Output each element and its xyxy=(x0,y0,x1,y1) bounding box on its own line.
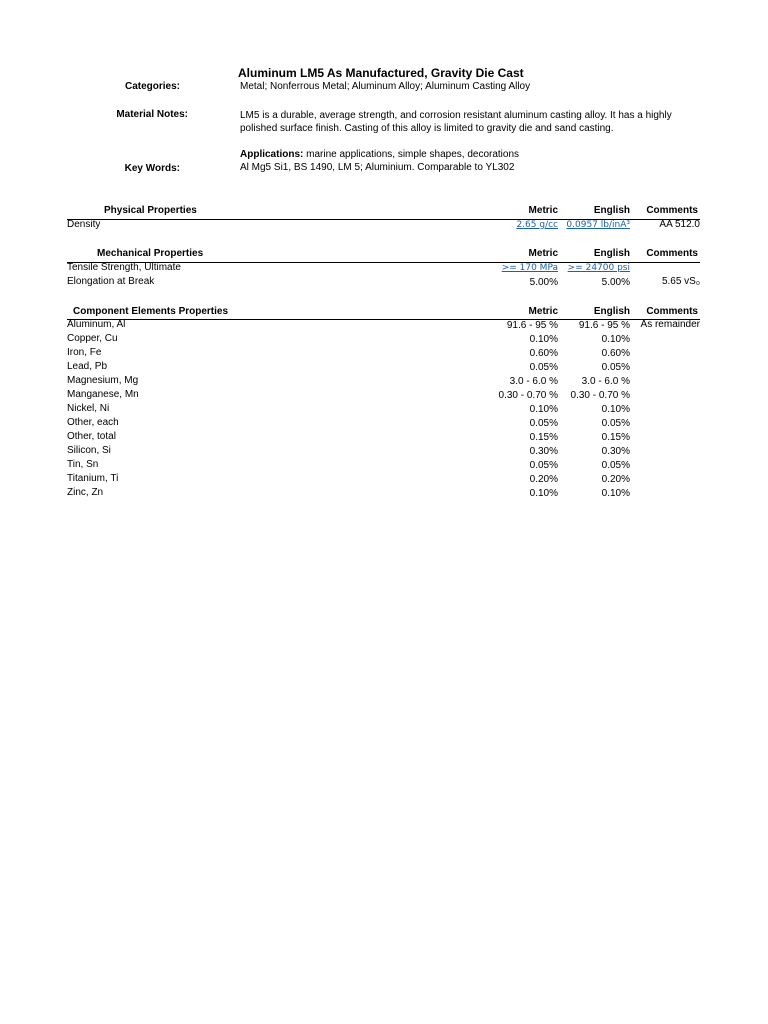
comments-col-header: Comments xyxy=(646,205,698,216)
property-name: Iron, Fe xyxy=(67,347,102,358)
material-notes-label: Material Notes: xyxy=(116,109,188,120)
elements-heading: Component Elements Properties xyxy=(73,306,229,317)
table-row xyxy=(67,375,700,389)
property-name: Silicon, Si xyxy=(67,445,111,456)
english-value: 0.10% xyxy=(601,334,630,345)
english-value: 0.05% xyxy=(601,460,630,471)
page-title: Aluminum LM5 As Manufactured, Gravity Die Cast xyxy=(238,66,524,80)
english-value: 0.15% xyxy=(601,432,630,443)
english-value: 0.60% xyxy=(601,348,630,359)
metric-value: 0.05% xyxy=(529,418,558,429)
property-name: Nickel, Ni xyxy=(67,403,110,414)
table-row xyxy=(67,403,700,417)
table-row xyxy=(67,319,700,333)
metric-value-link[interactable]: >= 170 MPa xyxy=(501,263,558,273)
metric-col-header: Metric xyxy=(528,248,558,259)
english-value: 5.00% xyxy=(601,277,630,288)
english-value: 0.30% xyxy=(601,446,630,457)
property-name: Manganese, Mn xyxy=(67,389,139,400)
property-name: Density xyxy=(67,219,101,230)
english-value: 0.30 - 0.70 % xyxy=(570,390,630,401)
metric-value: 0.10% xyxy=(529,404,558,415)
property-name: Aluminum, Al xyxy=(67,319,126,330)
table-row xyxy=(67,445,700,459)
metric-value-link[interactable]: 2.65 g/cc xyxy=(516,220,558,230)
property-name: Lead, Pb xyxy=(67,361,108,372)
table-row xyxy=(67,333,700,347)
key-words-value: Al Mg5 Si1, BS 1490, LM 5; Aluminium. Comparable to YL302 xyxy=(240,162,515,173)
english-col-header: English xyxy=(593,205,630,216)
metric-value: 5.00% xyxy=(529,277,558,288)
categories-value: Metal; Nonferrous Metal; Aluminum Alloy; Aluminum Casting Alloy xyxy=(240,81,531,92)
metric-value: 3.0 - 6.0 % xyxy=(509,376,558,387)
metric-value: 0.10% xyxy=(529,488,558,499)
metric-value: 0.20% xyxy=(529,474,558,485)
property-name: Tin, Sn xyxy=(67,459,99,470)
english-value: 0.05% xyxy=(601,362,630,373)
table-row xyxy=(67,417,700,431)
comment-cell: 5.65 vS₀ xyxy=(661,276,700,287)
property-name: Tensile Strength, Ultimate xyxy=(67,262,181,273)
applications-line xyxy=(240,149,519,160)
english-value-link[interactable]: >= 24700 psi xyxy=(567,263,630,273)
english-col-header: English xyxy=(593,248,630,259)
applications-text: marine applications, simple shapes, decorations xyxy=(306,149,520,160)
english-value-link[interactable]: 0.0957 lb/inÂ³ xyxy=(566,220,630,230)
property-name: Magnesium, Mg xyxy=(67,375,139,386)
english-value: 0.10% xyxy=(601,488,630,499)
property-name: Elongation at Break xyxy=(67,276,155,287)
metric-col-header: Metric xyxy=(528,306,558,317)
physical-heading: Physical Properties xyxy=(104,205,197,216)
table-row xyxy=(67,459,700,473)
property-name: Zinc, Zn xyxy=(67,487,104,498)
metric-value: 0.30 - 0.70 % xyxy=(498,390,558,401)
metric-value: 0.10% xyxy=(529,334,558,345)
table-row xyxy=(67,487,700,501)
property-name: Other, total xyxy=(67,431,116,442)
comments-col-header: Comments xyxy=(646,248,698,259)
english-value: 0.05% xyxy=(601,418,630,429)
metric-value: 0.60% xyxy=(529,348,558,359)
property-name: Other, each xyxy=(67,417,119,428)
table-row xyxy=(67,431,700,445)
english-col-header: English xyxy=(593,306,630,317)
applications-label: Applications: xyxy=(240,149,304,160)
key-words-label: Key Words: xyxy=(124,163,180,174)
table-row xyxy=(67,473,700,487)
english-value: 3.0 - 6.0 % xyxy=(581,376,630,387)
metric-value: 0.05% xyxy=(529,362,558,373)
property-name: Titanium, Ti xyxy=(67,473,119,484)
material-notes-text: LM5 is a durable, average strength, and corrosion resistant aluminum casting alloy. It has a highly polished surface finish. Casting of this alloy is limited to gravity die and sand casting. xyxy=(240,110,672,134)
categories-label: Categories: xyxy=(124,81,180,92)
english-value: 0.20% xyxy=(601,474,630,485)
mechanical-heading: Mechanical Properties xyxy=(97,248,204,259)
table-row xyxy=(67,262,700,276)
table-row xyxy=(67,219,700,233)
table-row xyxy=(67,276,700,290)
table-row xyxy=(67,389,700,403)
english-value: 91.6 - 95 % xyxy=(578,320,630,331)
metric-value: 0.15% xyxy=(529,432,558,443)
metric-value: 91.6 - 95 % xyxy=(506,320,558,331)
table-row xyxy=(67,361,700,375)
comment-cell: AA 512.0 xyxy=(659,219,700,230)
property-name: Copper, Cu xyxy=(67,333,118,344)
metric-value: 0.05% xyxy=(529,460,558,471)
table-row xyxy=(67,347,700,361)
metric-col-header: Metric xyxy=(528,205,558,216)
comments-col-header: Comments xyxy=(646,306,698,317)
comment-cell: As remainder xyxy=(640,319,700,330)
metric-value: 0.30% xyxy=(529,446,558,457)
english-value: 0.10% xyxy=(601,404,630,415)
